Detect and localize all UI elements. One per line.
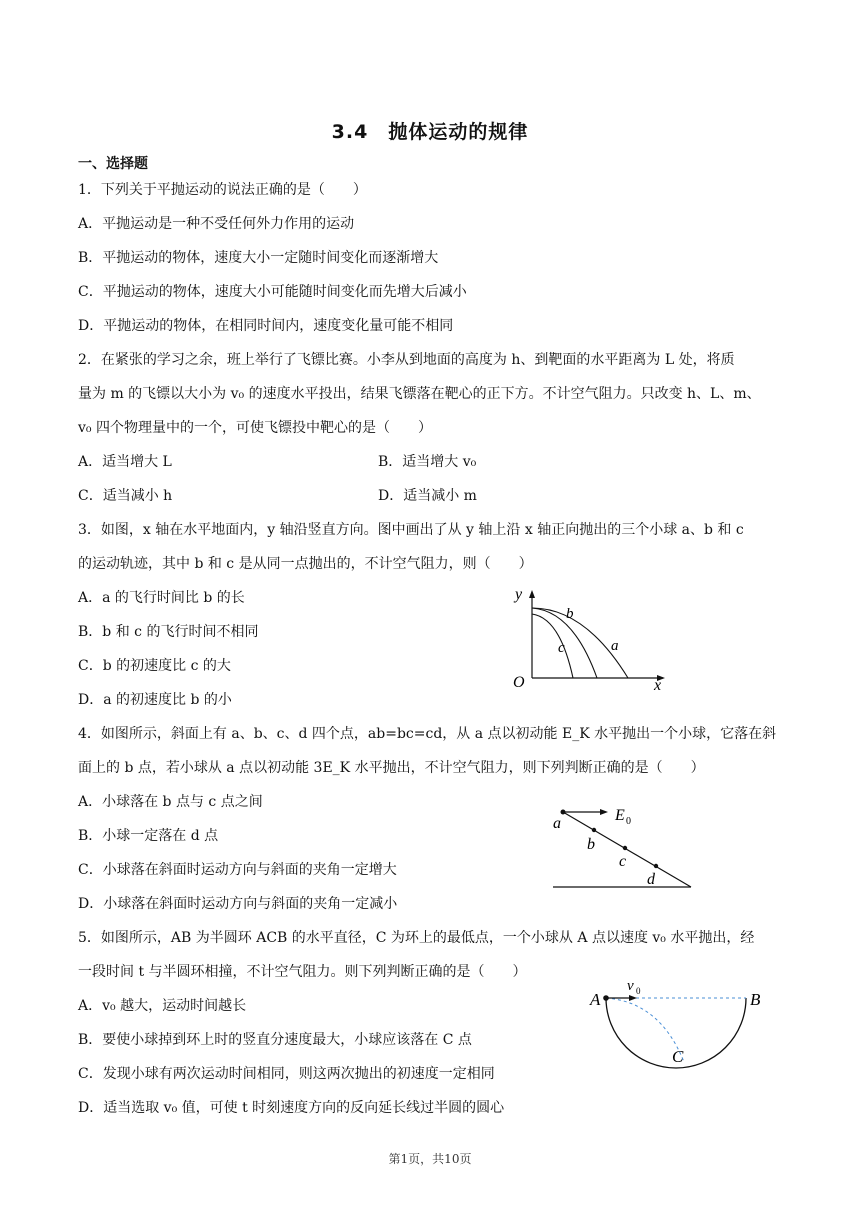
label-b: b: [587, 836, 595, 853]
label-e-sub: 0: [626, 816, 631, 827]
q1-option-d: D．平抛运动的物体，在相同时间内，速度变化量可能不相同: [78, 318, 454, 334]
question-5-line-2: 一段时间 t 与半圆环相撞，不计空气阻力。则下列判断正确的是（ ）: [78, 964, 527, 980]
q4-option-b: B．小球一定落在 d 点: [78, 828, 219, 844]
point-a: [561, 810, 566, 815]
label-v: v: [627, 978, 634, 994]
y-axis-arrow-icon: [529, 590, 535, 598]
q3-option-b: B．b 和 c 的飞行时间不相同: [78, 624, 259, 640]
label-x: x: [654, 677, 662, 691]
ball: [603, 995, 609, 1001]
q2-option-d: D．适当减小 m: [378, 488, 477, 504]
question-3-line-2: 的运动轨迹，其中 b 和 c 是从同一点抛出的，不计空气阻力，则（ ）: [78, 556, 533, 572]
question-3-line-1: 3．如图，x 轴在水平地面内，y 轴沿竖直方向。图中画出了从 y 轴上沿 x 轴正向抛出的三个小球 a、b 和 c: [78, 522, 744, 538]
label-b: B: [750, 990, 761, 1009]
point-c: [623, 846, 627, 850]
semicircle-figure: [588, 976, 770, 1076]
label-a: a: [553, 815, 561, 832]
label-v-sub: 0: [636, 986, 641, 996]
q4-option-d: D．小球落在斜面时运动方向与斜面的夹角一定减小: [78, 896, 398, 912]
q5-option-c: C．发现小球有两次运动时间相同，则这两次抛出的初速度一定相同: [78, 1066, 495, 1082]
label-b: b: [566, 606, 574, 622]
q2-option-b: B．适当增大 v₀: [378, 454, 477, 470]
label-c: c: [558, 640, 565, 656]
q1-option-a: A．平抛运动是一种不受任何外力作用的运动: [78, 216, 355, 232]
label-y: y: [515, 586, 523, 603]
page-footer: 第1页，共10页: [388, 1152, 472, 1166]
q4-option-c: C．小球落在斜面时运动方向与斜面的夹角一定增大: [78, 862, 397, 878]
trajectory-c: [532, 614, 573, 678]
label-c: c: [619, 853, 627, 870]
point-d: [654, 864, 658, 868]
label-origin: O: [513, 674, 525, 691]
question-1: 1．下列关于平抛运动的说法正确的是（ ）: [78, 182, 367, 198]
q4-option-a: A．小球落在 b 点与 c 点之间: [78, 794, 263, 810]
q5-option-d: D．适当选取 v₀ 值，可使 t 时刻速度方向的反向延长线过半圆的圆心: [78, 1100, 505, 1116]
question-5-line-1: 5．如图所示，AB 为半圆环 ACB 的水平直径，C 为环上的最低点，一个小球从 A 点以速度 v₀ 水平抛出，经: [78, 930, 755, 946]
q1-option-b: B．平抛运动的物体，速度大小一定随时间变化而逐渐增大: [78, 250, 439, 266]
q3-option-a: A．a 的飞行时间比 b 的长: [78, 590, 245, 606]
label-d: d: [647, 871, 655, 888]
q5-option-a: A．v₀ 越大，运动时间越长: [78, 998, 247, 1014]
point-b: [592, 828, 596, 832]
page-title: 3.4 抛体运动的规律: [331, 121, 529, 143]
label-c: C: [672, 1047, 684, 1066]
question-4-line-2: 面上的 b 点，若小球从 a 点以初动能 3E_K 水平抛出，不计空气阻力，则下列判断正确的是（ ）: [78, 760, 705, 776]
q3-option-c: C．b 的初速度比 c 的大: [78, 658, 231, 674]
section-heading: 一、选择题: [78, 156, 148, 172]
q5-option-b: B．要使小球掉到环上时的竖直分速度最大，小球应该落在 C 点: [78, 1032, 472, 1048]
q2-option-c: C．适当减小 h: [78, 488, 173, 504]
trajectory-figure: [505, 583, 675, 691]
q2-option-a: A．适当增大 L: [78, 454, 172, 470]
q3-option-d: D．a 的初速度比 b 的小: [78, 692, 232, 708]
label-a: A: [590, 990, 601, 1009]
question-2-line-2: 量为 m 的飞镖以大小为 v₀ 的速度水平投出，结果飞镖落在靶心的正下方。不计空气阻力。只改变 h、L、m、: [78, 386, 761, 402]
incline-figure: [545, 800, 705, 892]
question-4-line-1: 4．如图所示，斜面上有 a、b、c、d 四个点，ab=bc=cd，从 a 点以初动能 E_K 水平抛出一个小球，它落在斜: [78, 726, 777, 742]
arrow-head-icon: [600, 809, 608, 815]
question-2-line-3: v₀ 四个物理量中的一个，可使飞镖投中靶心的是（ ）: [78, 420, 432, 436]
label-a: a: [611, 638, 619, 654]
label-e: E: [615, 807, 625, 824]
question-2-line-1: 2．在紧张的学习之余，班上举行了飞镖比赛。小李从到地面的高度为 h、到靶面的水平距离为 L 处，将质: [78, 352, 735, 368]
q1-option-c: C．平抛运动的物体，速度大小可能随时间变化而先增大后减小: [78, 284, 467, 300]
